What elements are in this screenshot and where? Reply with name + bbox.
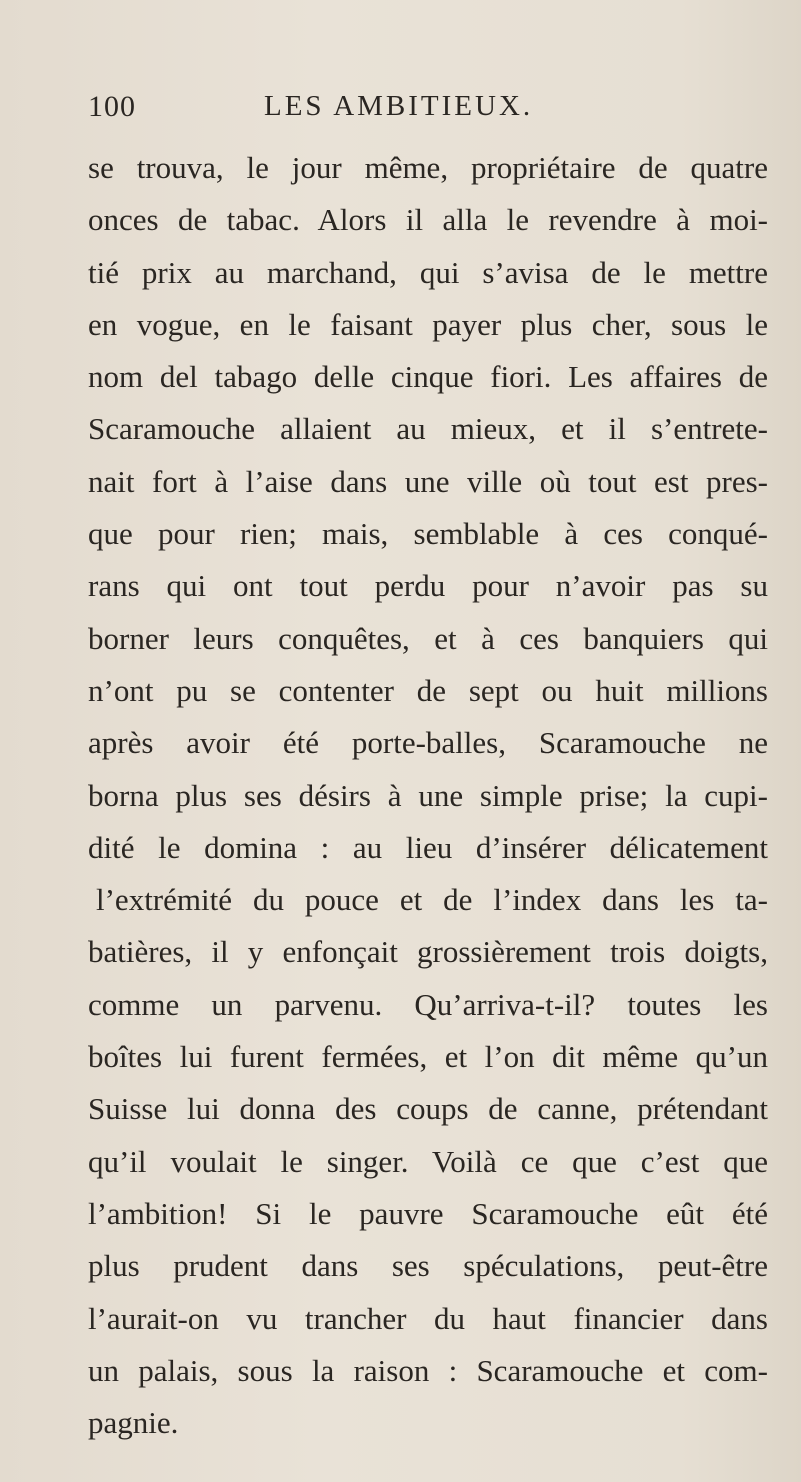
text-line: après avoir été porte-balles, Scaramouche ne [88,725,768,761]
text-line: borner leurs conquêtes, et à ces banquiers qui [88,620,768,656]
text-line: onces de tabac. Alors il alla le revendre à moi- [88,202,768,238]
text-line: dité le domina : au lieu d’insérer délicatement [88,829,768,865]
page-number: 100 [88,90,136,123]
text-line: Suisse lui donna des coups de canne, prétendant [88,1091,768,1127]
text-line: nait fort à l’aise dans une ville où tout est pres- [88,463,768,499]
text-line: borna plus ses désirs à une simple prise; la cupi- [88,777,768,813]
text-line: boîtes lui furent fermées, et l’on dit même qu’un [88,1039,768,1075]
text-line: plus prudent dans ses spéculations, peut-être [88,1248,768,1284]
text-line: en vogue, en le faisant payer plus cher, sous le [88,306,768,342]
text-line: l’extrémité du pouce et de l’index dans les ta- [96,882,768,918]
text-line: Scaramouche allaient au mieux, et il s’entrete- [88,411,768,447]
text-line: l’ambition! Si le pauvre Scaramouche eût été [88,1195,768,1231]
running-head [88,90,778,130]
running-title: LES AMBITIEUX. [264,90,534,122]
text-line: un palais, sous la raison : Scaramouche et com- [88,1352,768,1388]
text-line: comme un parvenu. Qu’arriva-t-il? toutes les [88,986,768,1022]
text-line: tié prix au marchand, qui s’avisa de le mettre [88,254,768,290]
text-line: se trouva, le jour même, propriétaire de quatre [88,150,768,185]
body-text [88,142,768,1449]
text-line: nom del tabago delle cinque fiori. Les affaires de [88,359,768,395]
text-line: n’ont pu se contenter de sept ou huit millions [88,672,768,708]
text-line: qu’il voulait le singer. Voilà ce que c’est que [88,1143,768,1179]
text-line: batières, il y enfonçait grossièrement trois doigts, [88,934,768,970]
text-line: l’aurait-on vu trancher du haut financier dans [88,1300,768,1336]
text-line: rans qui ont tout perdu pour n’avoir pas su [88,568,768,604]
text-line: que pour rien; mais, semblable à ces conqué- [88,516,768,552]
text-line: pagnie. [88,1405,179,1441]
